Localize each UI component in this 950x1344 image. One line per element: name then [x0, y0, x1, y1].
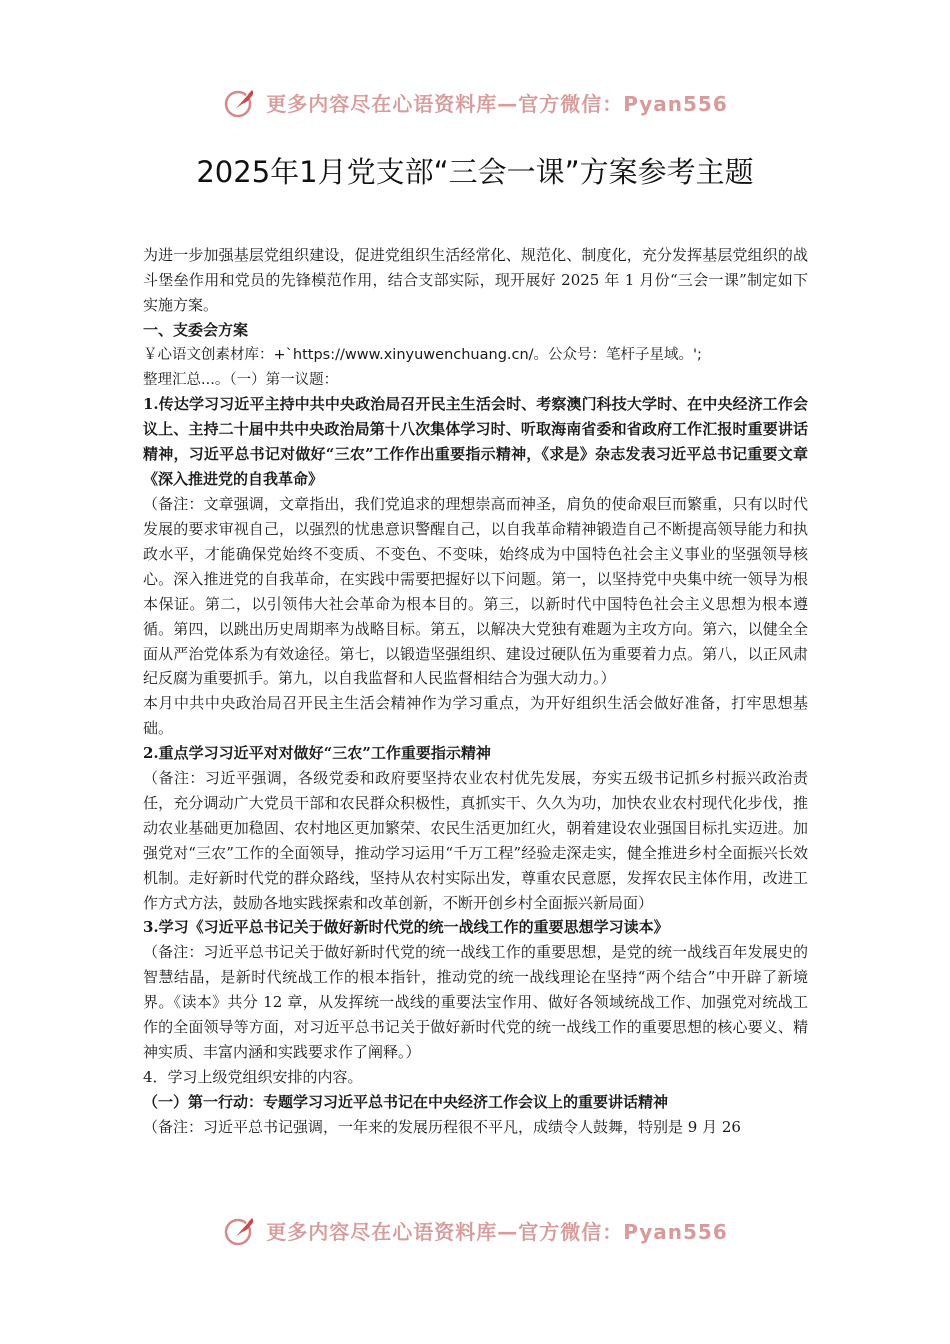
- feather-circle-logo-icon: [222, 1212, 258, 1248]
- action-note: （备注：习近平总书记强调，一年来的发展历程很不平凡，成绩令人鼓舞，特别是 9 月 26: [143, 1117, 741, 1136]
- agenda-note-1: （备注：文章强调，文章指出，我们党追求的理想崇高而神圣，肩负的使命艰巨而繁重，只有以时代发展的要求审视自己，以强烈的忧患意识警醒自己，以自我革命精神锻造自己不断提高领导能力和执政水平，才能确保党始终不变质、不变色、不变味，始终成为中国特色社会主义事业的坚强领导核心。深入推进党的自我革命，在实践中需要把握好以下问题。第一，以坚持党中央集中统一领导为根本保证。第二，以引领伟大社会革命为根本目的。第三，以新时代中国特色社会主义思想为根本遵循。第四，以跳出历史周期率为战略目标。第五，以解决大党独有难题为主攻方向。第六，以健全全面从严治党体系为有效途径。第七，以锻造坚强组织、建设过硬队伍为重要着力点。第八，以正风肃纪反腐为重要抓手。第九，以自我监督和人民监督相结合为强大动力。）: [143, 495, 808, 688]
- document-body: [143, 243, 808, 1140]
- page-title: 2025年1月党支部“三会一课”方案参考主题: [196, 155, 754, 189]
- watermark-banner-top: [0, 82, 950, 122]
- intro-paragraph: 为进一步加强基层党组织建设，促进党组织生活经常化、规范化、制度化，充分发挥基层党组织的战斗堡垒作用和党员的先锋模范作用，结合支部实际，现开展好 2025 年 1 月份“三会一课”制定如下实施方案。: [143, 246, 808, 314]
- agenda-note-2: （备注：习近平强调，各级党委和政府要坚持农业农村优先发展，夯实五级书记抓乡村振兴政治责任，充分调动广大党员干部和农民群众积极性，真抓实干、久久为功，加快农业农村现代化步伐，推动农业基础更加稳固、农村地区更加繁荣、农民生活更加红火，朝着建设农业强国目标扎实迈进。加强党对“三农”工作的全面领导，推动学习运用“千万工程”经验走深走实，健全推进乡村全面振兴长效机制。走好新时代党的群众路线，坚持从农村实际出发，尊重农民意愿，发挥农民主体作用，改进工作方式方法，鼓励各地实践探索和改革创新，不断开创乡村全面振兴新局面）: [143, 769, 808, 912]
- agenda-item-3: 3.学习《习近平总书记关于做好新时代党的统一战线工作的重要思想学习读本》: [143, 918, 669, 937]
- action-heading: （一）第一行动：专题学习习近平总书记在中央经济工作会议上的重要讲话精神: [143, 1092, 669, 1111]
- watermark-text: 更多内容尽在心语资料库—官方微信：Pyan556: [266, 1219, 728, 1244]
- watermark-banner-bottom: [0, 1210, 950, 1250]
- agenda-item-1: 1.传达学习习近平主持中共中央政治局召开民主生活会时、考察澳门科技大学时、在中央经济工作会议上、主持二十届中共中央政治局第十八次集体学习时、听取海南省委和省政府工作汇报时重要讲话精神，习近平总书记对做好“三农”工作作出重要指示精神，《求是》杂志发表习近平总书记重要文章《深入推进党的自我革命》: [143, 395, 808, 489]
- agenda-item-2: 2.重点学习习近平对对做好“三农”工作重要指示精神: [143, 744, 491, 763]
- feather-circle-logo-icon: [222, 84, 258, 120]
- agenda-note-3: （备注：习近平总书记关于做好新时代党的统一战线工作的重要思想，是党的统一战线百年发展史的智慧结晶，是新时代统战工作的根本指针，推动党的统一战线理论在坚持“两个结合”中开辟了新境界。《读本》共分 12 章，从发挥统一战线的重要法宝作用、做好各领域统战工作、加强党对统战工作的全面领导等方面，对习近平总书记关于做好新时代党的统一战线工作的重要思想的核心要义、精神实质、丰富内涵和实践要求作了阐释。）: [143, 943, 808, 1061]
- promo-line: ￥心语文创素材库：+`https://www.xinyuwenchuang.cn/。公众号：笔杆子星域。';: [143, 346, 702, 363]
- focus-paragraph: 本月中共中央政治局召开民主生活会精神作为学习重点，为开好组织生活会做好准备，打牢思想基础。: [143, 694, 808, 738]
- agenda-item-4: 4．学习上级党组织安排的内容。: [143, 1067, 363, 1086]
- promo-line-2: 整理汇总...。（一）第一议题：: [143, 371, 339, 388]
- watermark-text: 更多内容尽在心语资料库—官方微信：Pyan556: [266, 91, 728, 116]
- section-heading: 一、支委会方案: [143, 320, 249, 339]
